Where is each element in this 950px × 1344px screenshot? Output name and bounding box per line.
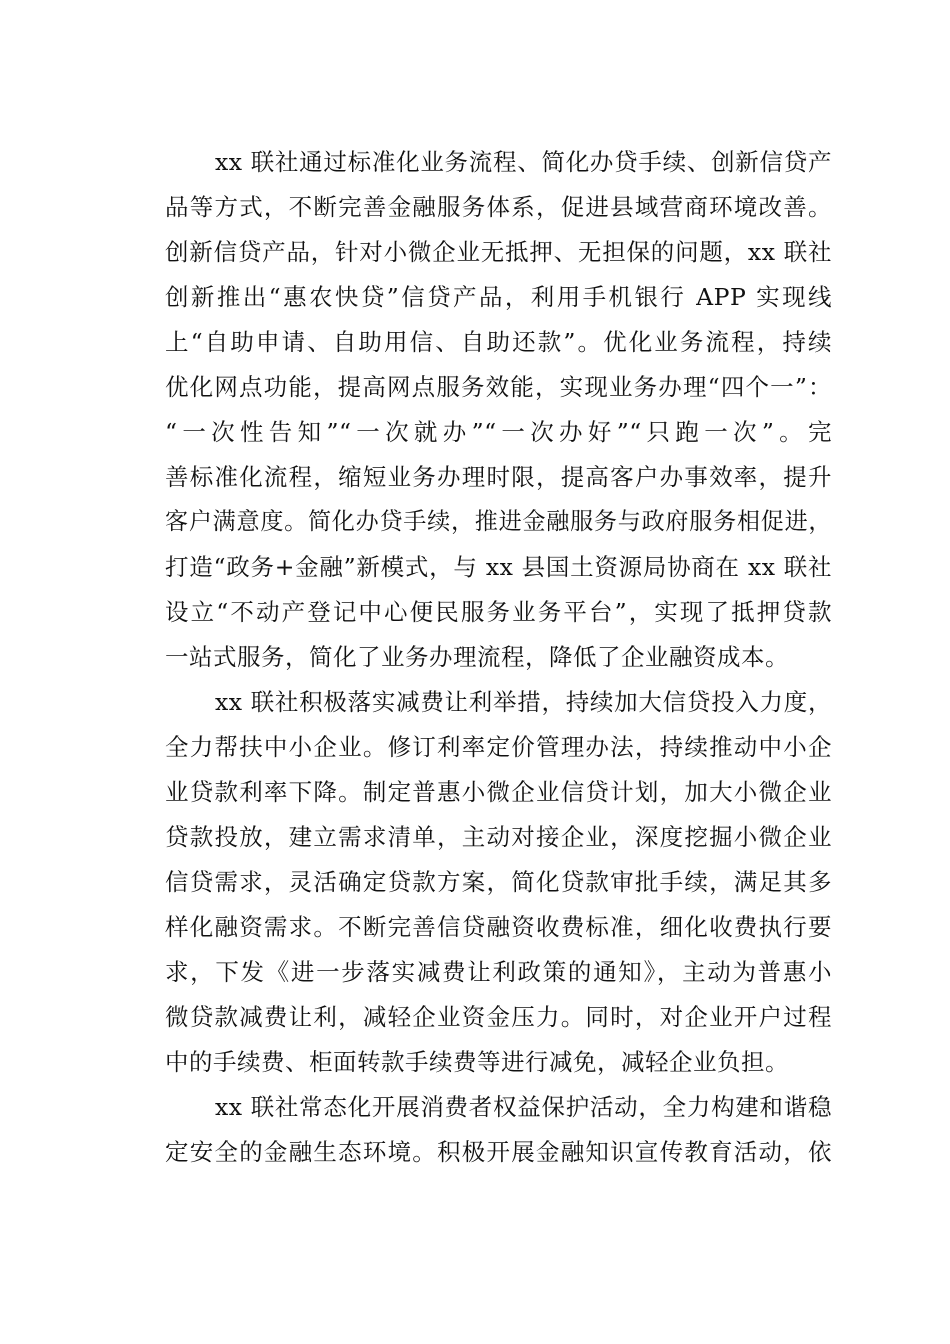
text-line: 中的手续费、柜面转款手续费等进行减免，减轻企业负担。 — [165, 1048, 789, 1076]
text-line: 求，下发《进一步落实减费让利政策的通知》，主动为普惠小 — [165, 958, 832, 986]
text-line: “一次性告知”“一次就办”“一次办好”“只跑一次”。完 — [165, 418, 832, 446]
text-line: 全力帮扶中小企业。修订利率定价管理办法，持续推动中小企 — [165, 733, 832, 761]
paragraph-fee-reduction — [118, 680, 832, 1085]
text-line: 打造“政务+金融”新模式，与 xx 县国土资源局协商在 xx 联社 — [165, 553, 832, 581]
document-body — [118, 140, 832, 1175]
text-line: 客户满意度。简化办贷手续，推进金融服务与政府服务相促进， — [165, 509, 832, 535]
text-line: 上“自助申请、自助用信、自助还款”。优化业务流程，持续 — [165, 328, 832, 356]
text-line: 创新信贷产品，针对小微企业无抵押、无担保的问题，xx 联社 — [165, 238, 832, 266]
text-line: xx 联社通过标准化业务流程、简化办贷手续、创新信贷产 — [215, 148, 832, 176]
text-line: 设立“不动产登记中心便民服务业务平台”，实现了抵押贷款 — [165, 598, 832, 626]
text-line: 业贷款利率下降。制定普惠小微企业信贷计划，加大小微企业 — [165, 778, 832, 806]
text-line: xx 联社常态化开展消费者权益保护活动，全力构建和谐稳 — [215, 1093, 832, 1121]
text-line: 优化网点功能，提高网点服务效能，实现业务办理“四个一”： — [165, 373, 832, 401]
text-line: 善标准化流程，缩短业务办理时限，提高客户办事效率，提升 — [165, 463, 832, 491]
text-line: xx 联社积极落实减费让利举措，持续加大信贷投入力度， — [215, 688, 832, 716]
paragraph-consumer-protection — [118, 1085, 832, 1175]
text-line: 样化融资需求。不断完善信贷融资收费标准，细化收费执行要 — [165, 913, 832, 941]
text-line: 贷款投放，建立需求清单，主动对接企业，深度挖掘小微企业 — [165, 823, 832, 851]
text-line: 创新推出“惠农快贷”信贷产品，利用手机银行 APP 实现线 — [165, 283, 832, 311]
text-line: 定安全的金融生态环境。积极开展金融知识宣传教育活动，依 — [165, 1138, 832, 1166]
text-line: 微贷款减费让利，减轻企业资金压力。同时，对企业开户过程 — [165, 1003, 832, 1031]
text-line: 信贷需求，灵活确定贷款方案，简化贷款审批手续，满足其多 — [165, 868, 832, 896]
text-line: 一站式服务，简化了业务办理流程，降低了企业融资成本。 — [165, 643, 789, 671]
paragraph-credit-services — [118, 140, 832, 680]
text-line: 品等方式，不断完善金融服务体系，促进县域营商环境改善。 — [165, 193, 832, 221]
